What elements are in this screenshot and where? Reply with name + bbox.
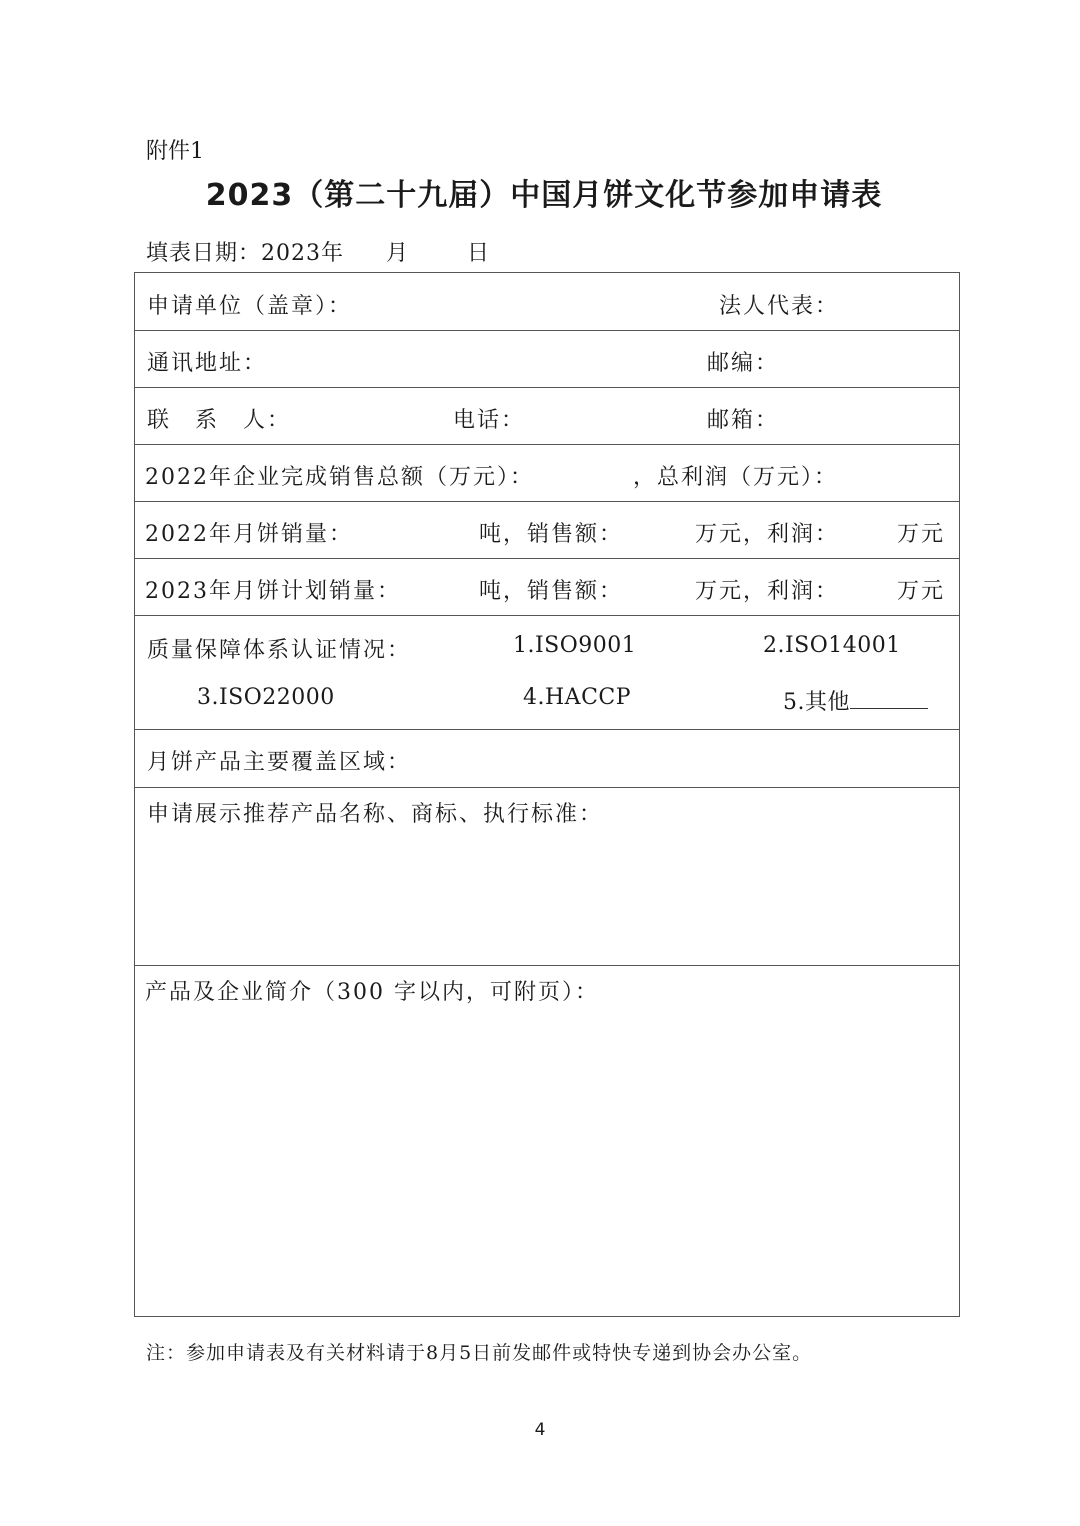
sales-2022-wan: 万元 — [897, 522, 946, 547]
date-day: 日 — [467, 241, 491, 266]
plan-2023-tons: 吨，销售额： — [479, 579, 624, 604]
address-label: 通讯地址： — [147, 351, 268, 376]
row-quality-certification — [135, 615, 959, 730]
recommended-products-label: 申请展示推荐产品名称、商标、执行标准： — [147, 802, 604, 827]
cert-option-iso14001: 2.ISO14001 — [763, 633, 901, 658]
contact-label: 联 系 人： — [147, 408, 292, 433]
page-number: 4 — [534, 1420, 546, 1440]
cert-option-other-label: 5.其他 — [783, 690, 850, 715]
row-address — [135, 330, 959, 388]
sales-total-label: 2022年企业完成销售总额（万元）： — [145, 465, 534, 490]
email-label: 邮箱： — [707, 408, 780, 433]
plan-2023-wan-profit: 万元，利润： — [695, 579, 840, 604]
footnote: 注：参加申请表及有关材料请于8月5日前发邮件或特快专递到协会办公室。 — [146, 1342, 813, 1364]
coverage-region-label: 月饼产品主要覆盖区域： — [147, 750, 412, 775]
cert-option-iso9001: 1.ISO9001 — [513, 633, 637, 658]
cert-option-iso22000: 3.ISO22000 — [197, 685, 335, 710]
sales-2022-label: 2022年月饼销量： — [145, 522, 353, 547]
row-2022-sales — [135, 501, 959, 559]
company-intro-label: 产品及企业简介（300 字以内，可附页）： — [145, 980, 599, 1005]
postcode-label: 邮编： — [707, 351, 780, 376]
row-coverage-region — [135, 729, 959, 788]
attachment-label: 附件1 — [146, 139, 204, 164]
date-month: 月 — [386, 241, 410, 266]
row-sales-total — [135, 444, 959, 502]
profit-total-label: ，总利润（万元）： — [633, 465, 839, 490]
date-prefix: 填表日期：2023年 — [146, 241, 344, 266]
row-company-intro — [135, 965, 959, 1315]
row-applicant — [135, 273, 959, 331]
sales-2022-tons: 吨，销售额： — [479, 522, 624, 547]
sales-2022-wan-profit: 万元，利润： — [695, 522, 840, 547]
cert-option-haccp: 4.HACCP — [523, 685, 632, 710]
cert-option-other — [783, 685, 928, 716]
other-blank-line — [850, 688, 928, 709]
application-form-table — [134, 272, 960, 1317]
form-title: 2023（第二十九届）中国月饼文化节参加申请表 — [205, 178, 883, 213]
row-2023-plan — [135, 558, 959, 616]
legal-rep-label: 法人代表： — [719, 294, 840, 319]
row-recommended-products — [135, 787, 959, 966]
row-contact — [135, 387, 959, 445]
phone-label: 电话： — [453, 408, 526, 433]
fill-date-line — [146, 236, 490, 267]
plan-2023-wan: 万元 — [897, 579, 946, 604]
applicant-label: 申请单位（盖章）： — [147, 294, 353, 319]
certification-label: 质量保障体系认证情况： — [147, 638, 412, 663]
plan-2023-label: 2023年月饼计划销量： — [145, 579, 401, 604]
